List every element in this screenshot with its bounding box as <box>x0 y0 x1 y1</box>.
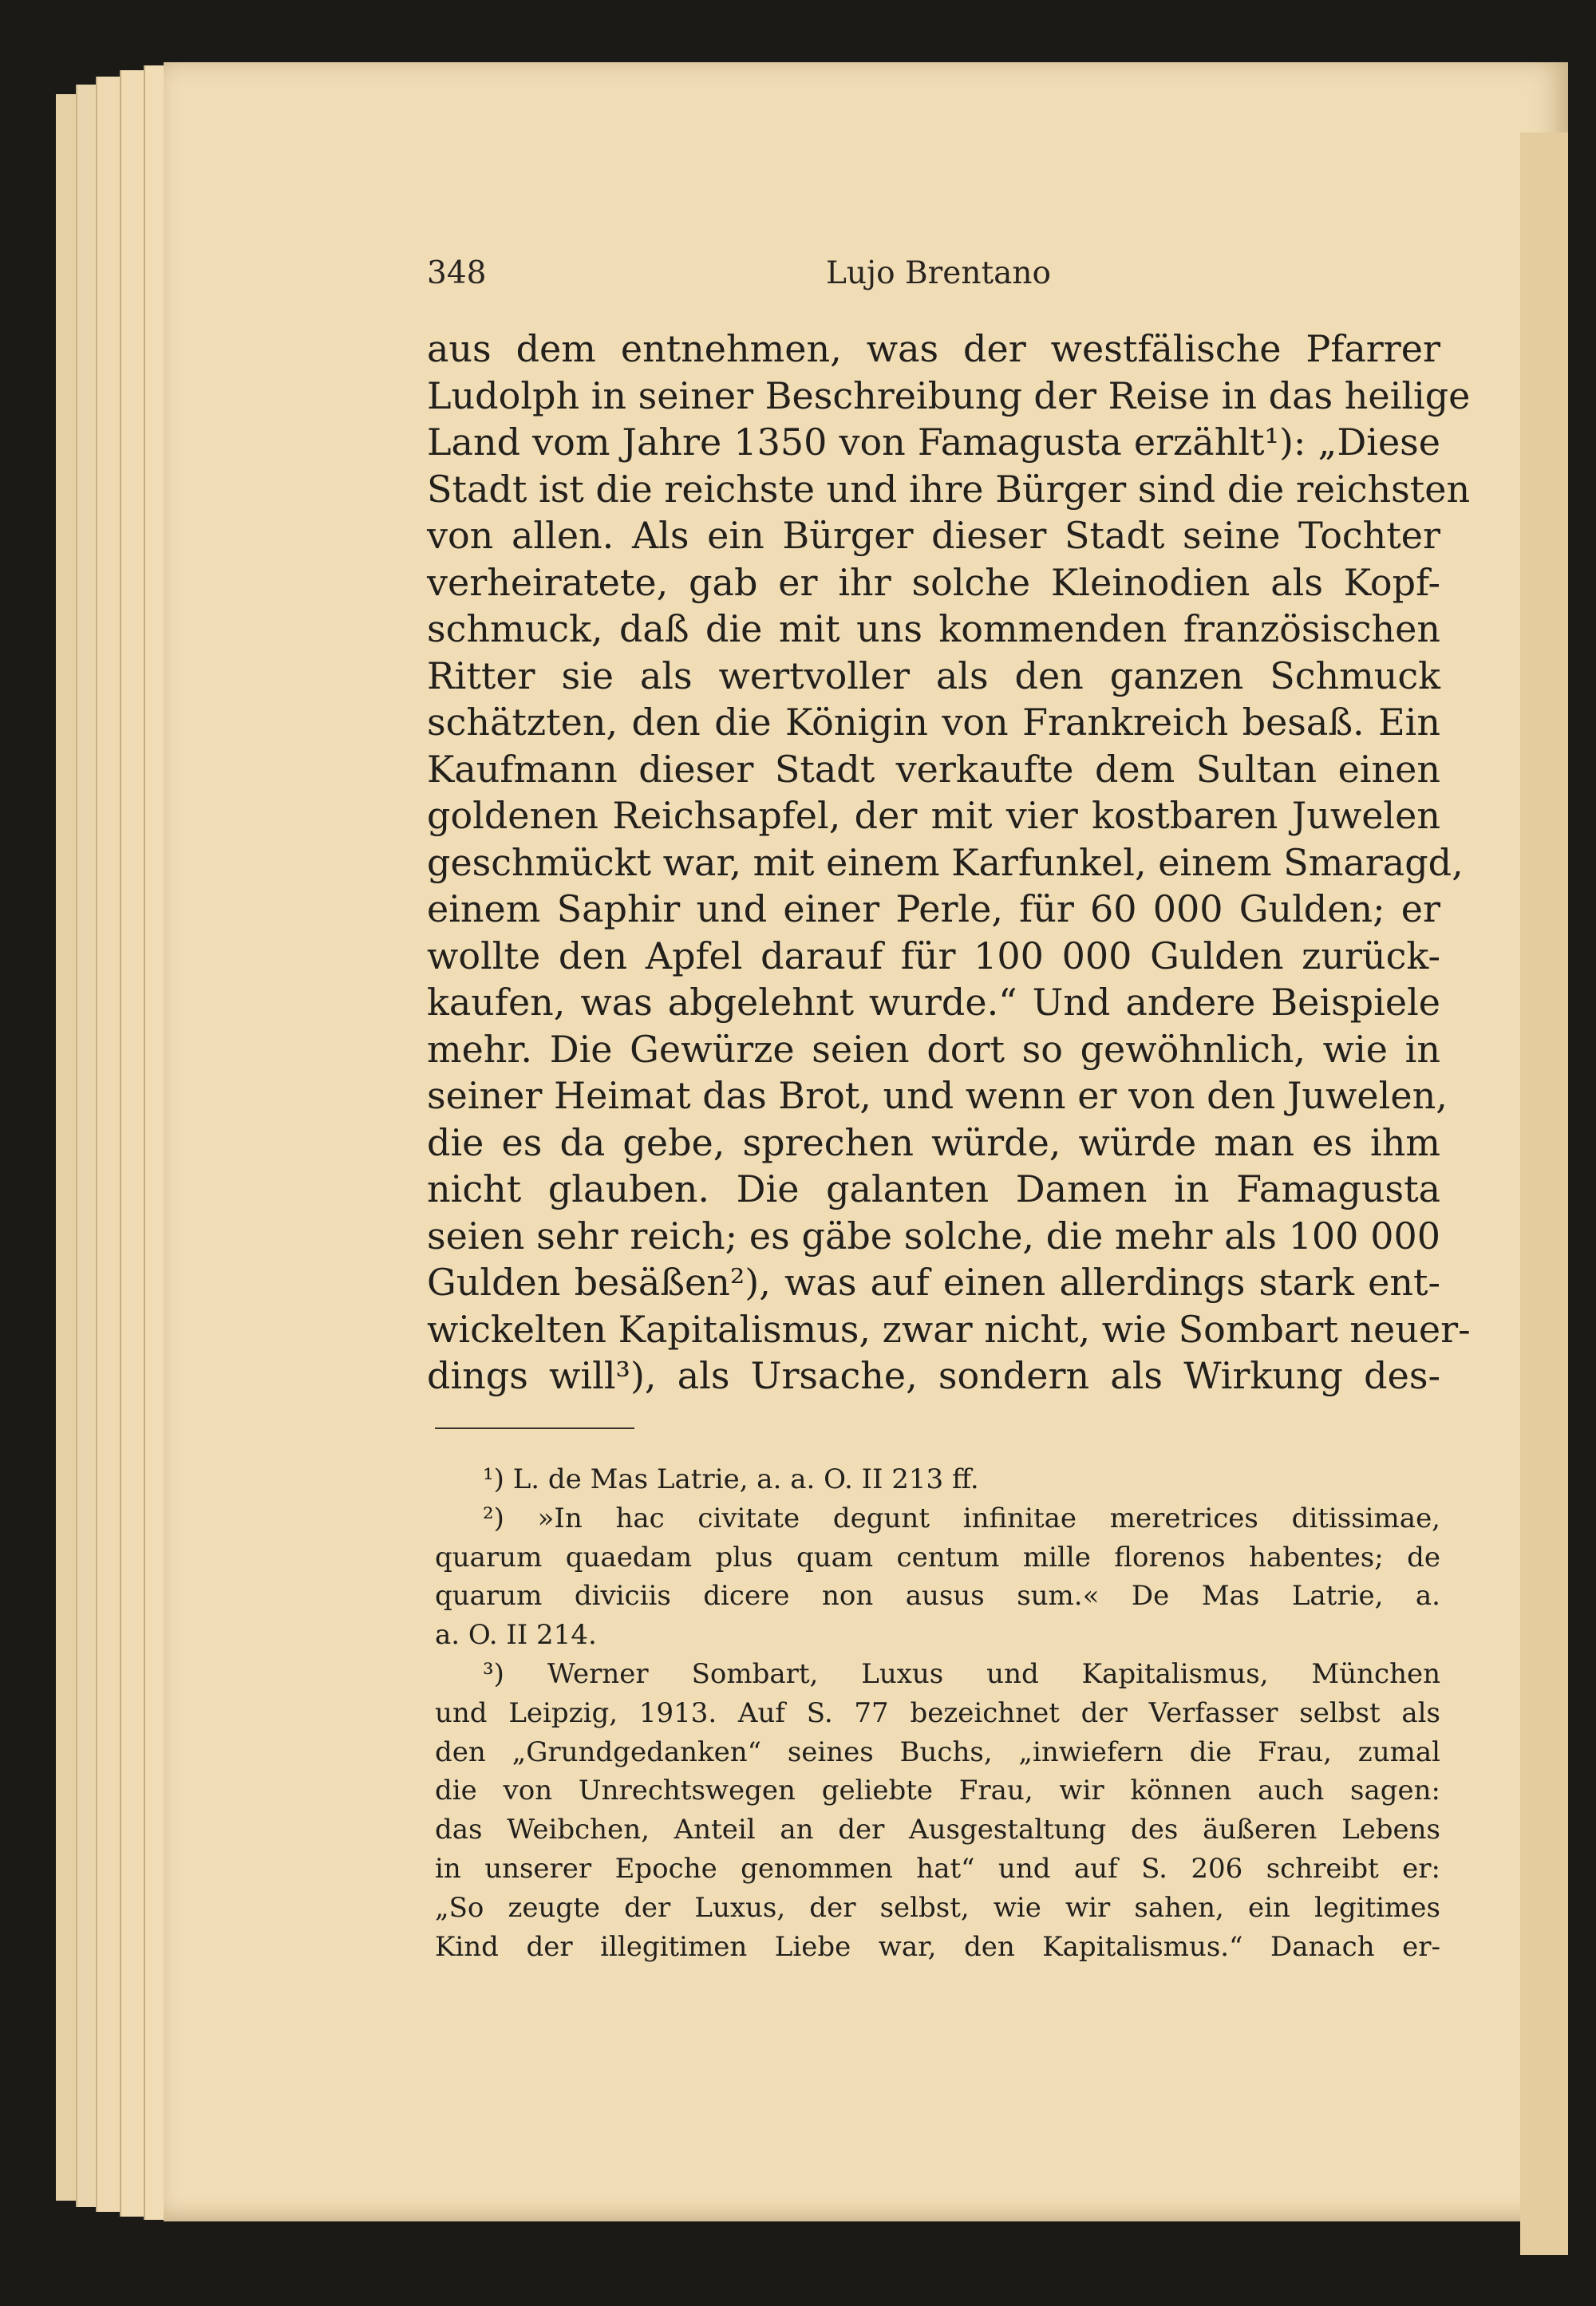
text-line: einem Saphir und einer Perle, für 60 000 Gulden; er <box>427 887 1440 930</box>
text-line: nicht glauben. Die galanten Damen in Famagusta <box>427 1167 1440 1210</box>
page-gutter-shadow <box>1520 132 1568 2255</box>
footnote-line: Kind der illegitimen Liebe war, den Kapitalismus.“ Danach er- <box>435 1930 1440 1963</box>
footnote-line: die von Unrechtswegen geliebte Frau, wir können auch sagen: <box>435 1775 1440 1807</box>
footnote-line: den „Grundgedanken“ seines Buchs, „inwiefern die Frau, zumal <box>435 1735 1440 1768</box>
text-line: kaufen, was abgelehnt wurde.“ Und andere Beispiele <box>427 981 1440 1024</box>
footnote-line: das Weibchen, Anteil an der Ausgestaltung des äußeren Lebens <box>435 1814 1440 1846</box>
text-line: goldenen Reichsapfel, der mit vier kostbaren Juwelen <box>427 794 1440 837</box>
text-line: Ludolph in seiner Beschreibung der Reise in das heilige <box>427 373 1471 417</box>
footnote-line: ³) Werner Sombart, Luxus und Kapitalismus, München <box>483 1657 1440 1690</box>
text-line: Gulden besäßen²), was auf einen allerdings stark ent- <box>427 1261 1440 1304</box>
footnote-line: und Leipzig, 1913. Auf S. 77 bezeichnet der Verfasser selbst als <box>435 1696 1440 1729</box>
footnote-line: quarum diviciis dicere non ausus sum.« De Mas Latrie, a. <box>435 1580 1440 1613</box>
text-line: wickelten Kapitalismus, zwar nicht, wie Sombart neuer- <box>427 1307 1471 1351</box>
footnote-line: ¹) L. de Mas Latrie, a. a. O. II 213 ff. <box>483 1463 979 1495</box>
text-line: schätzten, den die Königin von Frankreich besaß. Ein <box>427 701 1440 744</box>
text-line: geschmückt war, mit einem Karfunkel, einem Smaragd, <box>427 840 1464 884</box>
page-header <box>427 255 1440 303</box>
footnote-line: quarum quaedam plus quam centum mille florenos habentes; de <box>435 1541 1440 1574</box>
footnote-line: in unserer Epoche genommen hat“ und auf S. 206 schreibt er: <box>435 1852 1440 1885</box>
footnote-line: a. O. II 214. <box>435 1619 597 1652</box>
page-number: 348 <box>427 255 487 291</box>
text-line: seiner Heimat das Brot, und wenn er von den Juwelen, <box>427 1074 1448 1117</box>
text-line: dings will³), als Ursache, sondern als Wirkung des- <box>427 1354 1440 1397</box>
text-line: von allen. Als ein Bürger dieser Stadt seine Tochter <box>427 514 1440 557</box>
main-text <box>427 326 1471 1400</box>
footnote-rule <box>435 1427 634 1429</box>
text-line: Kaufmann dieser Stadt verkaufte dem Sultan einen <box>427 747 1440 791</box>
running-head: Lujo Brentano <box>826 255 1052 291</box>
text-line: Ritter sie als wertvoller als den ganzen Schmuck <box>427 653 1440 697</box>
text-line: seien sehr reich; es gäbe solche, die mehr als 100 000 <box>427 1214 1440 1258</box>
footnotes <box>435 1460 1440 1966</box>
text-line: wollte den Apfel darauf für 100 000 Gulden zurück- <box>427 934 1440 977</box>
text-line: verheiratete, gab er ihr solche Kleinodien als Kopf- <box>427 560 1440 604</box>
text-line: die es da gebe, sprechen würde, würde man es ihm <box>427 1120 1440 1164</box>
text-line: Land vom Jahre 1350 von Famagusta erzählt¹): „Diese <box>427 421 1440 464</box>
text-line: schmuck, daß die mit uns kommenden französischen <box>427 607 1440 650</box>
text-line: aus dem entnehmen, was der westfälische Pfarrer <box>427 327 1440 370</box>
footnote-line: ²) »In hac civitate degunt infinitae meretrices ditissimae, <box>483 1502 1440 1534</box>
text-line: Stadt ist die reichste und ihre Bürger sind die reichsten <box>427 467 1471 511</box>
text-line: mehr. Die Gewürze seien dort so gewöhnlich, wie in <box>427 1027 1440 1071</box>
footnote-line: „So zeugte der Luxus, der selbst, wie wir sahen, ein legitimes <box>435 1891 1440 1924</box>
